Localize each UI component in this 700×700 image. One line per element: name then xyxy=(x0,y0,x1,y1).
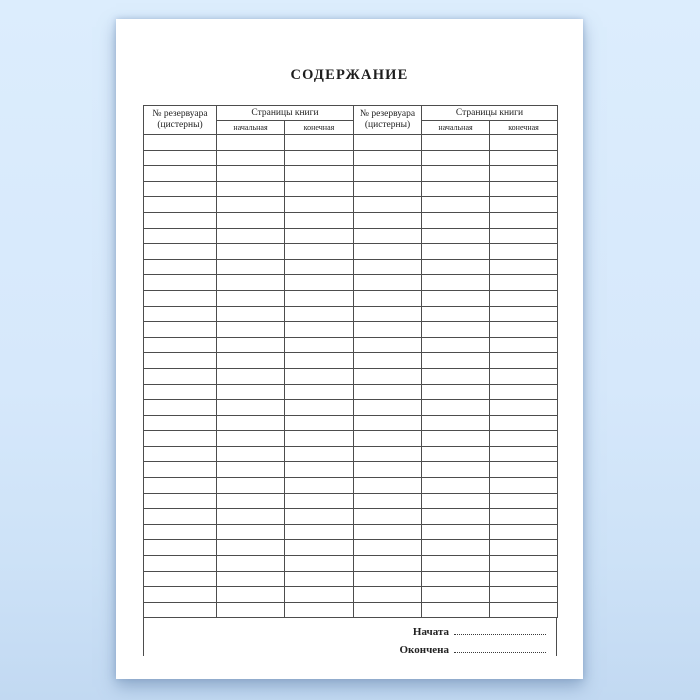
table-row xyxy=(144,275,558,291)
cell-page-start-right xyxy=(422,181,490,197)
cell-page-end-left xyxy=(285,150,354,166)
cell-reservoir-left xyxy=(144,400,217,416)
table-row xyxy=(144,166,558,182)
cell-page-start-left xyxy=(217,135,285,151)
cell-page-start-left xyxy=(217,368,285,384)
table-row xyxy=(144,400,558,416)
cell-page-end-left xyxy=(285,353,354,369)
table-row xyxy=(144,384,558,400)
cell-page-start-left xyxy=(217,337,285,353)
cell-page-end-left xyxy=(285,275,354,291)
table-row xyxy=(144,306,558,322)
header-page-start-right: начальная xyxy=(422,121,490,135)
cell-page-start-left xyxy=(217,556,285,572)
cell-page-end-left xyxy=(285,166,354,182)
cell-page-end-right xyxy=(490,524,558,540)
cell-reservoir-right xyxy=(354,400,422,416)
cell-reservoir-right xyxy=(354,181,422,197)
cell-page-end-left xyxy=(285,431,354,447)
cell-reservoir-right xyxy=(354,275,422,291)
cell-reservoir-right xyxy=(354,571,422,587)
header-pages-group-right: Страницы книги xyxy=(422,106,558,121)
cell-page-start-right xyxy=(422,166,490,182)
cell-page-start-right xyxy=(422,524,490,540)
cell-page-end-right xyxy=(490,602,558,618)
cell-reservoir-left xyxy=(144,478,217,494)
cell-reservoir-right xyxy=(354,509,422,525)
cell-page-end-left xyxy=(285,493,354,509)
cell-reservoir-left xyxy=(144,290,217,306)
table-row xyxy=(144,571,558,587)
cell-reservoir-right xyxy=(354,368,422,384)
cell-reservoir-right xyxy=(354,197,422,213)
cell-reservoir-left xyxy=(144,135,217,151)
cell-page-start-left xyxy=(217,166,285,182)
cell-page-end-right xyxy=(490,556,558,572)
cell-reservoir-right xyxy=(354,587,422,603)
cell-reservoir-right xyxy=(354,228,422,244)
cell-reservoir-right xyxy=(354,524,422,540)
cell-page-start-left xyxy=(217,524,285,540)
page-title: СОДЕРЖАНИЕ xyxy=(290,67,409,83)
header-page-end-right: конечная xyxy=(490,121,558,135)
cell-reservoir-left xyxy=(144,244,217,260)
cell-page-end-left xyxy=(285,290,354,306)
header-page-end-left: конечная xyxy=(285,121,354,135)
cell-page-end-left xyxy=(285,556,354,572)
cell-page-start-left xyxy=(217,306,285,322)
cell-page-end-right xyxy=(490,259,558,275)
cell-page-end-left xyxy=(285,524,354,540)
cell-page-start-left xyxy=(217,259,285,275)
header-reservoir-left-line2: (цистерны) xyxy=(157,120,203,130)
table-row xyxy=(144,259,558,275)
cell-page-end-left xyxy=(285,384,354,400)
cell-page-start-right xyxy=(422,540,490,556)
cell-page-start-right xyxy=(422,415,490,431)
cell-reservoir-left xyxy=(144,368,217,384)
cell-reservoir-right xyxy=(354,556,422,572)
cell-page-end-left xyxy=(285,322,354,338)
cell-reservoir-right xyxy=(354,212,422,228)
cell-page-start-left xyxy=(217,197,285,213)
cell-reservoir-left xyxy=(144,275,217,291)
cell-reservoir-right xyxy=(354,306,422,322)
cell-page-end-right xyxy=(490,587,558,603)
contents-table-wrap xyxy=(143,105,557,656)
cell-reservoir-left xyxy=(144,587,217,603)
cell-page-start-right xyxy=(422,431,490,447)
header-reservoir-right-line1: № резервуара xyxy=(359,109,416,119)
cell-reservoir-right xyxy=(354,415,422,431)
document-page xyxy=(116,19,583,679)
table-row xyxy=(144,150,558,166)
cell-page-start-left xyxy=(217,478,285,494)
cell-page-start-left xyxy=(217,353,285,369)
cell-page-start-left xyxy=(217,571,285,587)
table-row xyxy=(144,556,558,572)
cell-page-end-left xyxy=(285,244,354,260)
cell-page-end-left xyxy=(285,462,354,478)
cell-page-end-right xyxy=(490,166,558,182)
finished-fill-line xyxy=(454,642,546,653)
cell-reservoir-right xyxy=(354,446,422,462)
cell-reservoir-left xyxy=(144,353,217,369)
cell-reservoir-left xyxy=(144,540,217,556)
cell-reservoir-right xyxy=(354,290,422,306)
cell-page-end-right xyxy=(490,244,558,260)
cell-page-end-right xyxy=(490,337,558,353)
cell-page-start-left xyxy=(217,602,285,618)
cell-page-start-left xyxy=(217,462,285,478)
header-reservoir-right-line2: (цистерны) xyxy=(364,120,411,130)
cell-page-start-right xyxy=(422,478,490,494)
cell-page-end-right xyxy=(490,197,558,213)
table-header xyxy=(144,106,558,135)
table-row xyxy=(144,228,558,244)
cell-reservoir-left xyxy=(144,431,217,447)
cell-page-start-left xyxy=(217,431,285,447)
cell-reservoir-right xyxy=(354,259,422,275)
cell-page-start-right xyxy=(422,212,490,228)
cell-page-start-right xyxy=(422,462,490,478)
cell-page-end-right xyxy=(490,135,558,151)
cell-reservoir-left xyxy=(144,337,217,353)
header-reservoir-right xyxy=(354,106,422,135)
cell-reservoir-right xyxy=(354,384,422,400)
cell-page-end-left xyxy=(285,197,354,213)
cell-page-end-left xyxy=(285,337,354,353)
cell-reservoir-left xyxy=(144,322,217,338)
cell-reservoir-left xyxy=(144,197,217,213)
cell-reservoir-left xyxy=(144,212,217,228)
table-row xyxy=(144,493,558,509)
cell-reservoir-left xyxy=(144,166,217,182)
cell-reservoir-left xyxy=(144,571,217,587)
cell-page-start-right xyxy=(422,556,490,572)
cell-reservoir-left xyxy=(144,493,217,509)
cell-page-end-left xyxy=(285,446,354,462)
cell-page-start-right xyxy=(422,322,490,338)
cell-page-end-right xyxy=(490,540,558,556)
table-row xyxy=(144,478,558,494)
cell-page-end-left xyxy=(285,368,354,384)
header-reservoir-left-line1: № резервуара xyxy=(152,109,208,119)
cell-page-end-left xyxy=(285,212,354,228)
cell-reservoir-left xyxy=(144,306,217,322)
cell-page-start-right xyxy=(422,571,490,587)
table-row xyxy=(144,602,558,618)
header-pages-group-left: Страницы книги xyxy=(217,106,354,121)
cell-reservoir-right xyxy=(354,478,422,494)
cell-page-end-left xyxy=(285,400,354,416)
cell-page-start-left xyxy=(217,540,285,556)
cell-page-start-right xyxy=(422,306,490,322)
cell-page-end-right xyxy=(490,306,558,322)
started-fill-line xyxy=(454,624,546,635)
cell-reservoir-right xyxy=(354,493,422,509)
finished-row xyxy=(144,641,546,659)
cell-page-start-left xyxy=(217,509,285,525)
table-row xyxy=(144,244,558,260)
table-row xyxy=(144,446,558,462)
cell-page-end-right xyxy=(490,446,558,462)
cell-reservoir-right xyxy=(354,540,422,556)
cell-page-start-right xyxy=(422,150,490,166)
cell-page-start-left xyxy=(217,212,285,228)
cell-page-end-right xyxy=(490,368,558,384)
cell-page-end-right xyxy=(490,275,558,291)
cell-reservoir-right xyxy=(354,337,422,353)
cell-page-start-right xyxy=(422,400,490,416)
cell-page-end-left xyxy=(285,181,354,197)
cell-page-start-left xyxy=(217,415,285,431)
table-row xyxy=(144,431,558,447)
table-row xyxy=(144,181,558,197)
cell-page-end-right xyxy=(490,228,558,244)
cell-page-start-left xyxy=(217,150,285,166)
cell-page-start-left xyxy=(217,244,285,260)
cell-page-start-left xyxy=(217,400,285,416)
cell-reservoir-right xyxy=(354,166,422,182)
cell-reservoir-right xyxy=(354,150,422,166)
cell-page-end-left xyxy=(285,228,354,244)
table-row xyxy=(144,322,558,338)
cell-page-end-left xyxy=(285,509,354,525)
cell-page-start-left xyxy=(217,290,285,306)
cell-page-start-left xyxy=(217,446,285,462)
cell-page-start-right xyxy=(422,259,490,275)
cell-reservoir-left xyxy=(144,446,217,462)
cell-reservoir-right xyxy=(354,322,422,338)
cell-page-start-right xyxy=(422,197,490,213)
table-footer xyxy=(143,618,557,656)
finished-label: Окончена xyxy=(399,644,449,657)
table-row xyxy=(144,337,558,353)
cell-reservoir-left xyxy=(144,384,217,400)
cell-page-end-right xyxy=(490,431,558,447)
cell-reservoir-left xyxy=(144,228,217,244)
cell-page-end-right xyxy=(490,493,558,509)
cell-reservoir-left xyxy=(144,150,217,166)
cell-page-end-left xyxy=(285,135,354,151)
cell-page-start-right xyxy=(422,446,490,462)
cell-page-end-right xyxy=(490,181,558,197)
table-row xyxy=(144,524,558,540)
cell-reservoir-left xyxy=(144,556,217,572)
cell-page-start-left xyxy=(217,181,285,197)
header-reservoir-left xyxy=(144,106,217,135)
cell-page-end-left xyxy=(285,259,354,275)
cell-page-end-left xyxy=(285,540,354,556)
cell-reservoir-right xyxy=(354,135,422,151)
cell-page-start-right xyxy=(422,493,490,509)
cell-page-end-right xyxy=(490,462,558,478)
cell-reservoir-left xyxy=(144,181,217,197)
cell-page-end-right xyxy=(490,384,558,400)
table-row xyxy=(144,462,558,478)
table-row xyxy=(144,353,558,369)
cell-page-start-left xyxy=(217,228,285,244)
cell-page-end-right xyxy=(490,353,558,369)
cell-page-end-right xyxy=(490,400,558,416)
cell-page-start-right xyxy=(422,384,490,400)
cell-page-end-left xyxy=(285,415,354,431)
cell-page-end-right xyxy=(490,290,558,306)
table-row xyxy=(144,135,558,151)
cell-reservoir-left xyxy=(144,524,217,540)
cell-reservoir-left xyxy=(144,509,217,525)
cell-page-start-left xyxy=(217,322,285,338)
cell-page-end-left xyxy=(285,602,354,618)
cell-page-start-right xyxy=(422,290,490,306)
cell-reservoir-left xyxy=(144,259,217,275)
cell-reservoir-right xyxy=(354,431,422,447)
cell-page-start-right xyxy=(422,135,490,151)
table-row xyxy=(144,587,558,603)
cell-reservoir-left xyxy=(144,415,217,431)
table-row xyxy=(144,368,558,384)
table-row xyxy=(144,197,558,213)
cell-page-start-right xyxy=(422,337,490,353)
cell-reservoir-right xyxy=(354,244,422,260)
cell-page-start-right xyxy=(422,228,490,244)
cell-page-end-right xyxy=(490,415,558,431)
cell-page-end-right xyxy=(490,322,558,338)
cell-page-start-left xyxy=(217,493,285,509)
cell-page-start-right xyxy=(422,244,490,260)
table-row xyxy=(144,415,558,431)
table-row xyxy=(144,509,558,525)
contents-table xyxy=(143,105,558,618)
cell-reservoir-right xyxy=(354,602,422,618)
cell-page-end-left xyxy=(285,306,354,322)
cell-page-end-left xyxy=(285,587,354,603)
contents-table-body xyxy=(144,135,558,618)
table-row xyxy=(144,212,558,228)
started-row xyxy=(144,623,546,641)
cell-page-start-right xyxy=(422,602,490,618)
cell-page-start-right xyxy=(422,509,490,525)
cell-reservoir-left xyxy=(144,462,217,478)
table-row xyxy=(144,540,558,556)
cell-page-end-right xyxy=(490,150,558,166)
cell-page-start-left xyxy=(217,275,285,291)
cell-page-end-left xyxy=(285,478,354,494)
cell-reservoir-left xyxy=(144,602,217,618)
cell-page-start-right xyxy=(422,587,490,603)
cell-page-end-right xyxy=(490,478,558,494)
cell-page-start-right xyxy=(422,368,490,384)
cell-page-end-right xyxy=(490,509,558,525)
cell-page-end-right xyxy=(490,212,558,228)
cell-reservoir-right xyxy=(354,353,422,369)
header-page-start-left: начальная xyxy=(217,121,285,135)
cell-page-end-right xyxy=(490,571,558,587)
cell-page-start-left xyxy=(217,587,285,603)
cell-page-end-left xyxy=(285,571,354,587)
cell-page-start-right xyxy=(422,275,490,291)
started-label: Начата xyxy=(412,626,449,639)
cell-reservoir-right xyxy=(354,462,422,478)
cell-page-start-right xyxy=(422,353,490,369)
cell-page-start-left xyxy=(217,384,285,400)
table-row xyxy=(144,290,558,306)
